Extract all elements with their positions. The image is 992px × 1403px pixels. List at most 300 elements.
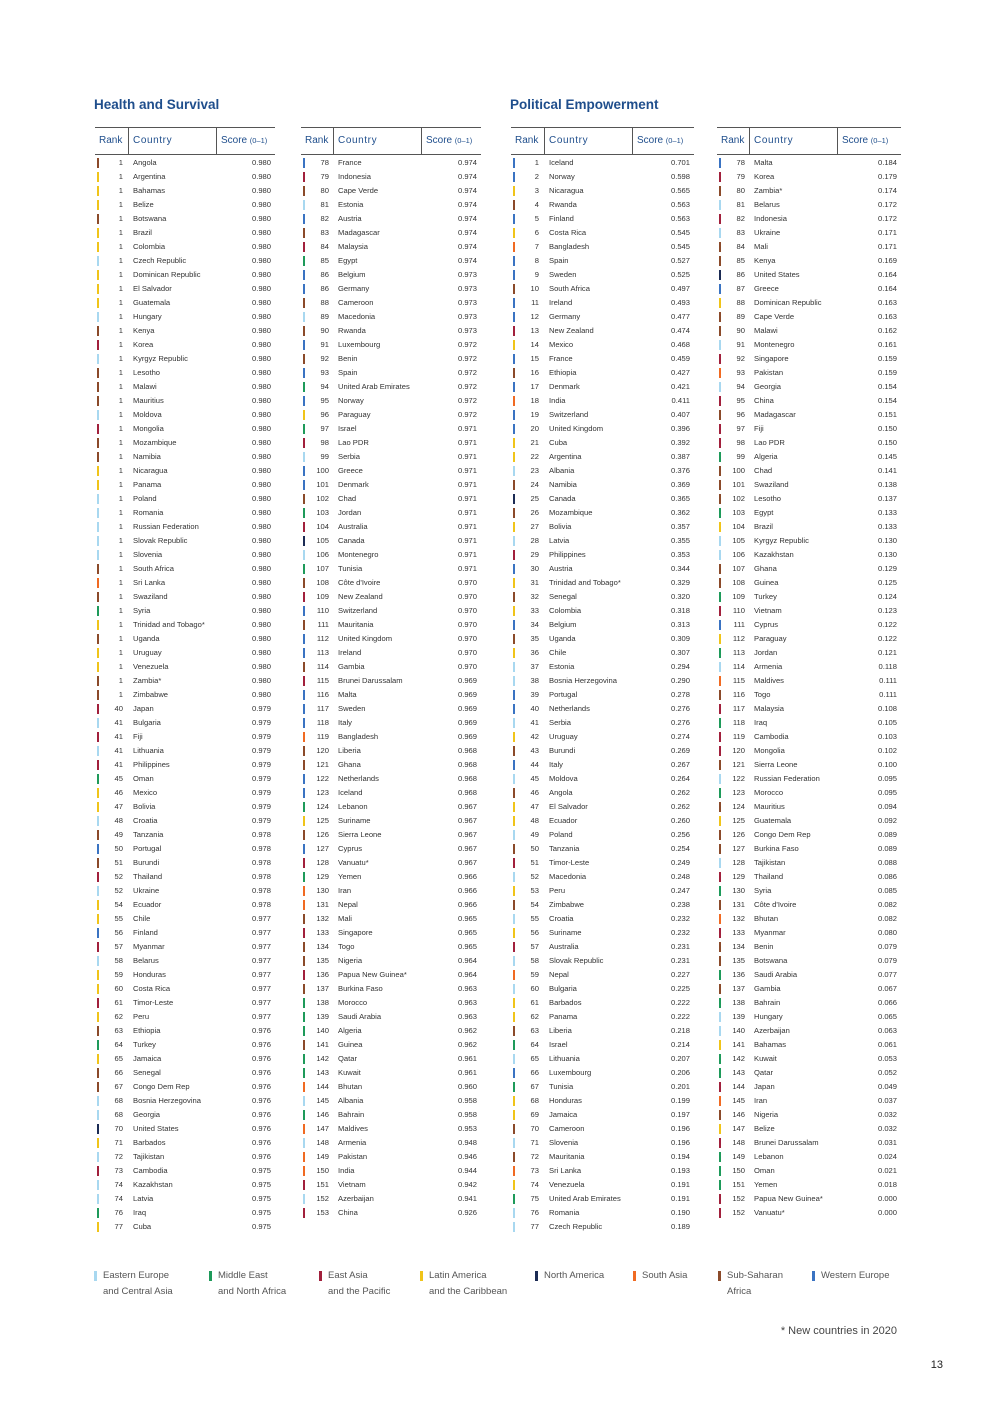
table-row bbox=[301, 912, 481, 926]
country-cell: Sri Lanka bbox=[133, 578, 166, 587]
table-row bbox=[301, 520, 481, 534]
table-row bbox=[95, 730, 275, 744]
table-row bbox=[717, 646, 901, 660]
table-header bbox=[511, 127, 694, 155]
table-row bbox=[301, 1206, 481, 1220]
score-cell: 0.021 bbox=[877, 1166, 897, 1175]
table-row bbox=[511, 1150, 694, 1164]
rank-cell: 54 bbox=[530, 900, 539, 909]
country-cell: Ghana bbox=[754, 564, 777, 573]
table-row bbox=[717, 1010, 901, 1024]
rank-cell: 21 bbox=[530, 438, 539, 447]
table-row bbox=[511, 688, 694, 702]
score-cell: 0.199 bbox=[670, 1096, 690, 1105]
rank-cell: 90 bbox=[736, 326, 745, 335]
score-cell: 0.977 bbox=[251, 928, 271, 937]
score-cell: 0.975 bbox=[251, 1222, 271, 1231]
table-row bbox=[95, 1220, 275, 1234]
score-cell: 0.969 bbox=[457, 732, 477, 741]
country-cell: Papua New Guinea* bbox=[754, 1194, 823, 1203]
rank-cell: 1 bbox=[118, 200, 123, 209]
score-cell: 0.978 bbox=[251, 886, 271, 895]
table-row bbox=[95, 1178, 275, 1192]
rank-cell: 100 bbox=[732, 466, 745, 475]
country-cell: Pakistan bbox=[754, 368, 784, 377]
country-cell: Panama bbox=[133, 480, 162, 489]
country-header: Country bbox=[338, 135, 378, 146]
table-row bbox=[301, 674, 481, 688]
table-row bbox=[95, 604, 275, 618]
rank-cell: 39 bbox=[530, 690, 539, 699]
rank-cell: 129 bbox=[732, 872, 745, 881]
score-cell: 0.100 bbox=[877, 760, 897, 769]
rank-cell: 110 bbox=[316, 606, 329, 615]
country-cell: Cameroon bbox=[338, 298, 374, 307]
country-cell: Angola bbox=[133, 158, 157, 167]
score-header: Score (0–1) bbox=[842, 135, 889, 146]
rank-cell: 1 bbox=[118, 620, 123, 629]
table-row bbox=[95, 688, 275, 702]
score-cell: 0.545 bbox=[670, 242, 690, 251]
country-cell: Australia bbox=[338, 522, 368, 531]
rank-cell: 131 bbox=[316, 900, 329, 909]
rank-cell: 55 bbox=[530, 914, 539, 923]
table-row bbox=[717, 310, 901, 324]
country-cell: Bahrain bbox=[338, 1110, 365, 1119]
country-cell: Iceland bbox=[549, 158, 574, 167]
rank-cell: 118 bbox=[316, 718, 329, 727]
country-cell: Côte d'Ivoire bbox=[338, 578, 381, 587]
table-row bbox=[717, 1066, 901, 1080]
country-cell: Bhutan bbox=[338, 1082, 363, 1091]
country-cell: Georgia bbox=[754, 382, 782, 391]
score-cell: 0.256 bbox=[670, 830, 690, 839]
table-row bbox=[511, 702, 694, 716]
rank-cell: 105 bbox=[732, 536, 745, 545]
ranking-table bbox=[95, 127, 275, 1234]
rank-cell: 85 bbox=[736, 256, 745, 265]
country-cell: Saudi Arabia bbox=[338, 1012, 382, 1021]
country-cell: Finland bbox=[133, 928, 158, 937]
section-title-health: Health and Survival bbox=[94, 97, 220, 112]
table-row bbox=[95, 1108, 275, 1122]
table-row bbox=[301, 688, 481, 702]
rank-cell: 1 bbox=[118, 340, 123, 349]
rank-cell: 47 bbox=[114, 802, 123, 811]
country-cell: Russian Federation bbox=[133, 522, 199, 531]
country-cell: Brazil bbox=[754, 522, 773, 531]
table-row bbox=[717, 226, 901, 240]
rank-cell: 146 bbox=[316, 1110, 329, 1119]
country-cell: Malaysia bbox=[338, 242, 368, 251]
score-cell: 0.276 bbox=[670, 718, 690, 727]
country-cell: Canada bbox=[549, 494, 576, 503]
score-cell: 0.980 bbox=[251, 242, 271, 251]
score-cell: 0.976 bbox=[251, 1096, 271, 1105]
score-cell: 0.974 bbox=[457, 214, 477, 223]
table-row bbox=[95, 660, 275, 674]
score-cell: 0.963 bbox=[457, 998, 477, 1007]
rank-cell: 93 bbox=[736, 368, 745, 377]
ranking-table bbox=[301, 127, 481, 1220]
score-cell: 0.944 bbox=[457, 1166, 477, 1175]
table-row bbox=[95, 506, 275, 520]
table-row bbox=[511, 1220, 694, 1234]
country-cell: Guinea bbox=[338, 1040, 363, 1049]
country-cell: Uganda bbox=[549, 634, 576, 643]
country-cell: Zambia* bbox=[133, 676, 162, 685]
table-row bbox=[301, 282, 481, 296]
score-cell: 0.971 bbox=[457, 494, 477, 503]
table-row bbox=[511, 940, 694, 954]
country-cell: Mozambique bbox=[133, 438, 177, 447]
score-cell: 0.980 bbox=[251, 186, 271, 195]
score-cell: 0.972 bbox=[457, 354, 477, 363]
table-row bbox=[511, 646, 694, 660]
rank-cell: 1 bbox=[118, 410, 123, 419]
table-row bbox=[717, 450, 901, 464]
table-row bbox=[301, 1024, 481, 1038]
country-cell: Lao PDR bbox=[338, 438, 369, 447]
table-row bbox=[301, 1164, 481, 1178]
country-cell: Bahrain bbox=[754, 998, 781, 1007]
score-cell: 0.411 bbox=[671, 396, 690, 405]
table-row bbox=[717, 282, 901, 296]
country-cell: United States bbox=[754, 270, 800, 279]
country-cell: Chile bbox=[549, 648, 567, 657]
score-cell: 0.477 bbox=[670, 312, 690, 321]
rank-cell: 131 bbox=[732, 900, 745, 909]
rank-cell: 98 bbox=[736, 438, 745, 447]
score-cell: 0.970 bbox=[457, 606, 477, 615]
rank-cell: 41 bbox=[530, 718, 539, 727]
table-row bbox=[717, 464, 901, 478]
table-row bbox=[95, 1010, 275, 1024]
rank-cell: 6 bbox=[534, 228, 539, 237]
table-row bbox=[717, 758, 901, 772]
score-cell: 0.980 bbox=[251, 592, 271, 601]
country-cell: Lao PDR bbox=[754, 438, 785, 447]
score-cell: 0.206 bbox=[670, 1068, 690, 1077]
rank-cell: 152 bbox=[732, 1194, 745, 1203]
score-cell: 0.976 bbox=[251, 1068, 271, 1077]
table-row bbox=[511, 982, 694, 996]
country-header: Country bbox=[133, 135, 173, 146]
score-cell: 0.978 bbox=[251, 872, 271, 881]
rank-cell: 99 bbox=[320, 452, 329, 461]
score-cell: 0.130 bbox=[877, 550, 897, 559]
table-row bbox=[301, 240, 481, 254]
legend-label-line2: Africa bbox=[727, 1286, 752, 1297]
score-cell: 0.972 bbox=[457, 410, 477, 419]
rank-cell: 121 bbox=[732, 760, 745, 769]
score-cell: 0.169 bbox=[877, 256, 897, 265]
table-row bbox=[511, 268, 694, 282]
country-cell: Cyprus bbox=[754, 620, 779, 629]
table-row bbox=[301, 968, 481, 982]
country-cell: Germany bbox=[338, 284, 370, 293]
country-cell: India bbox=[549, 396, 566, 405]
score-cell: 0.387 bbox=[670, 452, 690, 461]
table-row bbox=[301, 1192, 481, 1206]
rank-cell: 1 bbox=[118, 312, 123, 321]
score-cell: 0.197 bbox=[670, 1110, 690, 1119]
table-row bbox=[301, 702, 481, 716]
country-cell: Suriname bbox=[338, 816, 371, 825]
score-cell: 0.978 bbox=[251, 844, 271, 853]
country-cell: South Africa bbox=[133, 564, 174, 573]
score-cell: 0.061 bbox=[877, 1040, 897, 1049]
score-cell: 0.196 bbox=[670, 1124, 690, 1133]
table-row bbox=[301, 324, 481, 338]
legend-label-line2: and the Pacific bbox=[328, 1286, 391, 1297]
country-cell: Netherlands bbox=[549, 704, 590, 713]
score-cell: 0.269 bbox=[670, 746, 690, 755]
score-cell: 0.154 bbox=[877, 396, 897, 405]
table-row bbox=[511, 352, 694, 366]
score-cell: 0.976 bbox=[251, 1124, 271, 1133]
table-row bbox=[717, 1178, 901, 1192]
rank-cell: 152 bbox=[732, 1208, 745, 1217]
country-cell: Armenia bbox=[338, 1138, 367, 1147]
legend-label: Latin America bbox=[429, 1270, 487, 1281]
score-cell: 0.960 bbox=[457, 1082, 477, 1091]
score-cell: 0.970 bbox=[457, 634, 477, 643]
score-cell: 0.159 bbox=[877, 354, 897, 363]
rank-cell: 1 bbox=[118, 592, 123, 601]
score-cell: 0.171 bbox=[877, 242, 897, 251]
rank-cell: 5 bbox=[534, 214, 539, 223]
rank-cell: 14 bbox=[530, 340, 539, 349]
score-cell: 0.967 bbox=[457, 802, 477, 811]
footnote: * New countries in 2020 bbox=[780, 1325, 897, 1337]
table-row bbox=[717, 380, 901, 394]
rank-cell: 122 bbox=[316, 774, 329, 783]
score-cell: 0.942 bbox=[457, 1180, 477, 1189]
country-cell: Kenya bbox=[754, 256, 776, 265]
rank-cell: 51 bbox=[530, 858, 539, 867]
country-cell: Slovenia bbox=[549, 1138, 579, 1147]
table-row bbox=[717, 604, 901, 618]
score-cell: 0.191 bbox=[670, 1180, 690, 1189]
score-cell: 0.980 bbox=[251, 354, 271, 363]
country-cell: Chad bbox=[338, 494, 357, 503]
country-cell: Fiji bbox=[133, 732, 143, 741]
score-cell: 0.968 bbox=[457, 788, 477, 797]
score-cell: 0.974 bbox=[457, 172, 477, 181]
table-row bbox=[301, 646, 481, 660]
country-cell: Hungary bbox=[754, 1012, 783, 1021]
country-cell: Spain bbox=[338, 368, 358, 377]
rank-cell: 1 bbox=[118, 242, 123, 251]
table-row bbox=[95, 1052, 275, 1066]
rank-cell: 117 bbox=[732, 704, 745, 713]
rank-cell: 75 bbox=[530, 1194, 539, 1203]
rank-cell: 124 bbox=[732, 802, 745, 811]
score-cell: 0.095 bbox=[877, 788, 897, 797]
rank-cell: 58 bbox=[114, 956, 123, 965]
score-cell: 0.971 bbox=[457, 564, 477, 573]
score-cell: 0.000 bbox=[877, 1194, 897, 1203]
table-row bbox=[95, 436, 275, 450]
country-cell: Romania bbox=[549, 1208, 580, 1217]
table-row bbox=[717, 1038, 901, 1052]
score-cell: 0.976 bbox=[251, 1152, 271, 1161]
country-cell: Albania bbox=[549, 466, 575, 475]
country-cell: Hungary bbox=[133, 312, 162, 321]
rank-cell: 88 bbox=[736, 298, 745, 307]
country-cell: Thailand bbox=[133, 872, 163, 881]
country-cell: Lithuania bbox=[133, 746, 164, 755]
score-cell: 0.969 bbox=[457, 704, 477, 713]
country-cell: Uganda bbox=[133, 634, 160, 643]
rank-cell: 57 bbox=[114, 942, 123, 951]
table-row bbox=[717, 1052, 901, 1066]
country-cell: New Zealand bbox=[338, 592, 383, 601]
rank-cell: 145 bbox=[316, 1096, 329, 1105]
score-header: Score (0–1) bbox=[426, 135, 473, 146]
score-cell: 0.980 bbox=[251, 172, 271, 181]
score-cell: 0.976 bbox=[251, 1040, 271, 1049]
rank-cell: 40 bbox=[114, 704, 123, 713]
rank-cell: 137 bbox=[732, 984, 745, 993]
legend-label: East Asia bbox=[328, 1270, 368, 1281]
score-cell: 0.973 bbox=[457, 298, 477, 307]
country-cell: Nicaragua bbox=[549, 186, 584, 195]
rank-cell: 108 bbox=[316, 578, 329, 587]
score-cell: 0.971 bbox=[457, 508, 477, 517]
rank-cell: 96 bbox=[736, 410, 745, 419]
score-cell: 0.190 bbox=[670, 1208, 690, 1217]
rank-header: Rank bbox=[305, 135, 329, 146]
country-cell: Mauritius bbox=[133, 396, 164, 405]
country-cell: Fiji bbox=[754, 424, 764, 433]
table-row bbox=[301, 310, 481, 324]
score-cell: 0.974 bbox=[457, 256, 477, 265]
score-cell: 0.976 bbox=[251, 1138, 271, 1147]
country-cell: Mongolia bbox=[133, 424, 164, 433]
rank-cell: 138 bbox=[316, 998, 329, 1007]
country-cell: Madagascar bbox=[754, 410, 796, 419]
rank-cell: 68 bbox=[530, 1096, 539, 1105]
score-cell: 0.975 bbox=[251, 1208, 271, 1217]
table-row bbox=[717, 1080, 901, 1094]
country-cell: Trinidad and Tobago* bbox=[133, 620, 205, 629]
rank-cell: 55 bbox=[114, 914, 123, 923]
country-cell: Croatia bbox=[549, 914, 574, 923]
country-cell: Russian Federation bbox=[754, 774, 820, 783]
country-cell: Latvia bbox=[549, 536, 570, 545]
country-cell: Sweden bbox=[549, 270, 577, 279]
score-cell: 0.318 bbox=[670, 606, 690, 615]
table-row bbox=[301, 926, 481, 940]
rank-cell: 65 bbox=[530, 1054, 539, 1063]
table-row bbox=[511, 436, 694, 450]
rank-cell: 140 bbox=[316, 1026, 329, 1035]
country-cell: Botswana bbox=[133, 214, 167, 223]
rank-cell: 149 bbox=[316, 1152, 329, 1161]
table-row bbox=[717, 324, 901, 338]
country-cell: Nepal bbox=[549, 970, 569, 979]
country-cell: Rwanda bbox=[338, 326, 366, 335]
table-row bbox=[511, 534, 694, 548]
score-cell: 0.218 bbox=[670, 1026, 690, 1035]
rank-cell: 150 bbox=[732, 1166, 745, 1175]
country-cell: Turkey bbox=[133, 1040, 156, 1049]
country-cell: Latvia bbox=[133, 1194, 154, 1203]
rank-cell: 84 bbox=[736, 242, 745, 251]
rank-cell: 60 bbox=[114, 984, 123, 993]
score-cell: 0.966 bbox=[457, 900, 477, 909]
country-cell: Dominican Republic bbox=[133, 270, 201, 279]
rank-cell: 1 bbox=[118, 466, 123, 475]
table-row bbox=[717, 254, 901, 268]
score-cell: 0.980 bbox=[251, 564, 271, 573]
table-row bbox=[301, 492, 481, 506]
country-cell: Belize bbox=[133, 200, 154, 209]
country-cell: Sierra Leone bbox=[754, 760, 798, 769]
table-row bbox=[511, 562, 694, 576]
rank-cell: 121 bbox=[316, 760, 329, 769]
score-cell: 0.079 bbox=[877, 956, 897, 965]
rank-cell: 65 bbox=[114, 1054, 123, 1063]
country-cell: Kyrgyz Republic bbox=[754, 536, 809, 545]
rank-cell: 17 bbox=[530, 382, 539, 391]
table-row bbox=[301, 394, 481, 408]
table-row bbox=[717, 744, 901, 758]
table-row bbox=[717, 954, 901, 968]
score-cell: 0.108 bbox=[877, 704, 897, 713]
rank-cell: 1 bbox=[118, 522, 123, 531]
score-cell: 0.077 bbox=[877, 970, 897, 979]
country-header: Country bbox=[549, 135, 589, 146]
score-cell: 0.238 bbox=[670, 900, 690, 909]
score-cell: 0.353 bbox=[670, 550, 690, 559]
rank-cell: 130 bbox=[316, 886, 329, 895]
country-cell: Kuwait bbox=[754, 1054, 777, 1063]
country-cell: Ireland bbox=[338, 648, 362, 657]
country-cell: France bbox=[549, 354, 573, 363]
score-cell: 0.133 bbox=[877, 508, 897, 517]
table-row bbox=[95, 184, 275, 198]
country-cell: Algeria bbox=[338, 1026, 362, 1035]
score-cell: 0.249 bbox=[670, 858, 690, 867]
rank-cell: 71 bbox=[530, 1138, 539, 1147]
score-cell: 0.024 bbox=[877, 1152, 897, 1161]
country-cell: Israel bbox=[549, 1040, 568, 1049]
rank-cell: 97 bbox=[320, 424, 329, 433]
country-cell: Zimbabwe bbox=[549, 900, 585, 909]
rank-cell: 95 bbox=[320, 396, 329, 405]
score-cell: 0.958 bbox=[457, 1110, 477, 1119]
table-row bbox=[301, 450, 481, 464]
table-row bbox=[301, 982, 481, 996]
table-row bbox=[301, 352, 481, 366]
country-cell: Indonesia bbox=[754, 214, 787, 223]
score-cell: 0.971 bbox=[457, 452, 477, 461]
rank-cell: 1 bbox=[118, 424, 123, 433]
score-cell: 0.066 bbox=[877, 998, 897, 1007]
score-cell: 0.976 bbox=[251, 1110, 271, 1119]
country-cell: Timor-Leste bbox=[549, 858, 590, 867]
table-row bbox=[511, 422, 694, 436]
country-cell: South Africa bbox=[549, 284, 590, 293]
rank-cell: 98 bbox=[320, 438, 329, 447]
legend-swatch bbox=[319, 1271, 322, 1281]
country-cell: Canada bbox=[338, 536, 365, 545]
country-cell: Guatemala bbox=[754, 816, 792, 825]
table-row bbox=[301, 870, 481, 884]
